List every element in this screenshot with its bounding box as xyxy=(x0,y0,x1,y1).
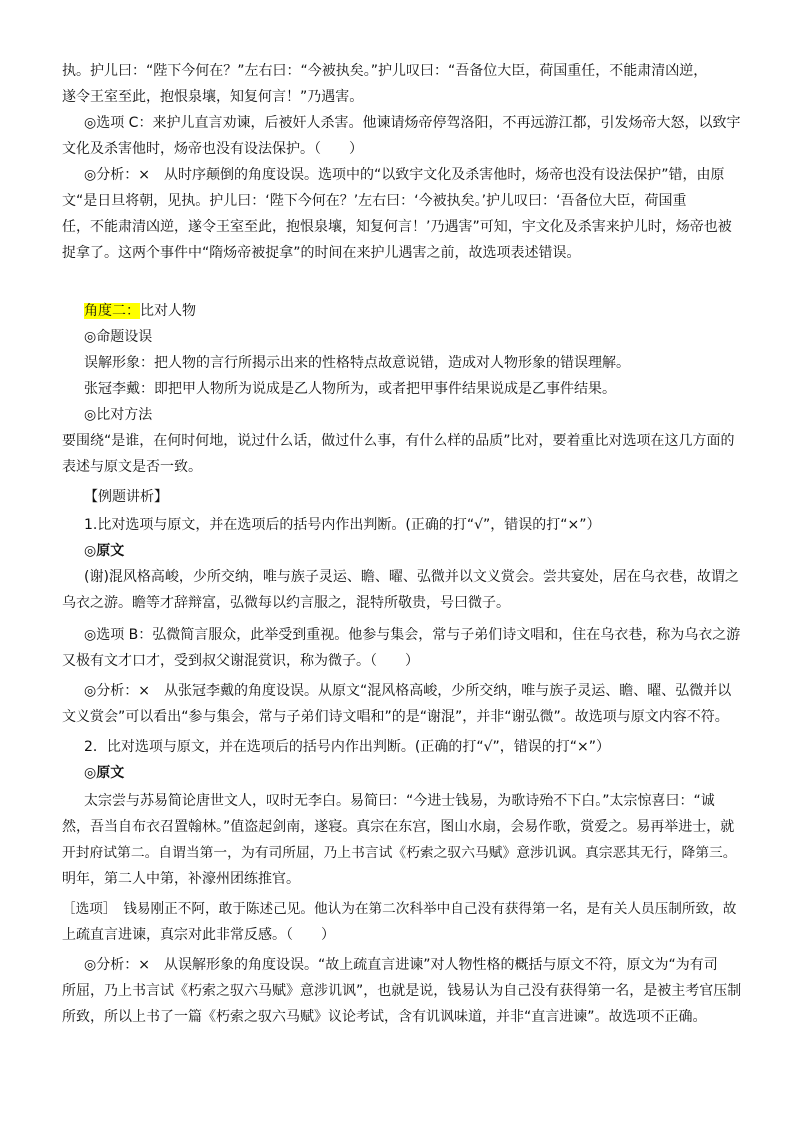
analysis-c-cont: 捉拿了。这两个事件中“隋炀帝被捉拿”的时间在来护儿遇害之前，故选项表述错误。 xyxy=(62,245,581,261)
analysis-c-text: 分析：× 从时序颠倒的角度设误。选项中的“以致宇文化及杀害他时，炀帝也没有设法保护”错，由原 xyxy=(96,167,725,183)
option-b: ◎选项 B：弘微简言服众，此举受到重视。他参与集会，常与子弟们诗文唱和，住在乌衣巷，称为乌衣之游 xyxy=(84,627,741,643)
passage-line: 遂令王室至此，抱恨泉壤，知复何言！”乃遇害。 xyxy=(62,89,364,105)
analysis-q2-cont: 所致，所以上书了一篇《朽索之驭六马赋》议论考试，含有讥讽味道，并非“直言进谏”。故选项不正确。 xyxy=(62,1009,707,1025)
question-2: 2．比对选项与原文，并在选项后的括号内作出判断。(正确的打“√”，错误的打“×”） xyxy=(84,739,611,755)
method-heading: ◎比对方法 xyxy=(84,407,153,423)
examples-heading: 【例题讲析】 xyxy=(84,489,168,505)
original-line: (谢)混风格高峻，少所交纳，唯与族子灵运、瞻、曜、弘微并以文义赏会。尝共宴处，居在乌衣巷，故谓之 xyxy=(84,569,739,585)
analysis-b: ◎分析：× 从张冠李戴的角度设误。从原文“混风格高峻，少所交纳，唯与族子灵运、瞻、曜、弘微并以 xyxy=(84,683,732,699)
misread-definition: 误解形象：把人物的言行所揭示出来的性格特点故意说错，造成对人物形象的错误理解。 xyxy=(84,355,630,371)
analysis-q2: ◎分析：× 从误解形象的角度设误。“故上疏直言进谏”对人物性格的概括与原文不符，原文为“为有司 xyxy=(84,957,718,973)
option-q2-cont: 上疏直言进谏，真宗对此非常反感。（ ） xyxy=(62,927,335,943)
original-line: 开封府试第二。自谓当第一，为有司所屈，乃上书言试《朽索之驭六马赋》意涉讥讽。真宗恶其无行，降第三。 xyxy=(62,845,737,861)
bullet-mark-icon: ◎ xyxy=(84,115,97,131)
option-q2: ［选项］ 钱易刚正不阿，敢于陈述己见。他认为在第二次科举中自己没有获得第一名，是有关人员压制所致，故 xyxy=(62,901,737,917)
option-b-cont: 又极有文才口才，受到叔父谢混赏识，称为微子。（ ） xyxy=(62,653,419,669)
method-line: 表述与原文是否一致。 xyxy=(62,459,202,475)
option-c-text: 选项 C：来护儿直言劝谏，后被奸人杀害。他谏请炀帝停驾洛阳，不再远游江都，引发炀帝大怒，以致宇 xyxy=(96,115,741,131)
bullet-mark-icon: ◎ xyxy=(84,167,97,183)
analysis-b-cont: 文义赏会”可以看出“参与集会，常与子弟们诗文唱和”的是“谢混”，并非“谢弘微”。故选项与原文内容不符。 xyxy=(62,709,729,725)
original-heading: ◎原文 xyxy=(84,543,125,559)
original-heading: ◎原文 xyxy=(84,765,125,781)
option-c-cont: 文化及杀害他时，炀帝也没有设法保护。（ ） xyxy=(62,141,363,157)
passage-line: 执。护儿曰：“陛下今何在？”左右曰：“今被执矣。”护儿叹曰：“吾备位大臣，荷国重任，不能肃清凶逆， xyxy=(62,63,708,79)
option-c xyxy=(84,110,744,136)
angle-two-title: 比对人物 xyxy=(140,303,196,319)
original-line: 明年，第二人中第，补濠州团练推官。 xyxy=(62,871,300,887)
original-line: 然，吾当自布衣召置翰林。”值盗起剑南，遂寝。真宗在东宫，图山水扇，会易作歌，赏爱之。易再举进士，就 xyxy=(62,819,735,835)
original-line: 太宗尝与苏易简论唐世文人，叹时无李白。易简曰：“今进士钱易，为歌诗殆不下白。”太宗惊喜曰：“诚 xyxy=(84,793,715,809)
setting-heading: ◎命题设误 xyxy=(84,329,153,345)
angle-two-heading xyxy=(84,298,744,324)
angle-two-label: 角度二： xyxy=(84,303,140,319)
original-line: 乌衣之游。瞻等才辞辩富，弘微每以约言服之，混特所敬贵，号曰微子。 xyxy=(62,595,510,611)
method-line: 要围绕“是谁，在何时何地，说过什么话，做过什么事，有什么样的品质”比对，要着重比对选项在这几方面的 xyxy=(62,433,735,449)
analysis-c xyxy=(84,162,744,188)
analysis-q2-cont: 所屈，乃上书言试《朽索之驭六马赋》意涉讥讽”，也就是说，钱易认为自己没有获得第一名，是被主考官压制 xyxy=(62,983,742,999)
analysis-c-cont: 任，不能肃清凶逆，遂令王室至此，抱恨泉壤，知复何言！’乃遇害”可知，宇文化及杀害来护儿时，炀帝也被 xyxy=(62,219,732,235)
question-1: 1.比对选项与原文，并在选项后的括号内作出判断。(正确的打“√”，错误的打“×”） xyxy=(84,517,601,533)
analysis-c-cont: 文“是日旦将朝，见执。护儿曰：‘陛下今何在？’左右曰：‘今被执矣。’护儿叹曰：‘吾备位大臣，荷国重 xyxy=(62,193,687,209)
swap-definition: 张冠李戴：即把甲人物所为说成是乙人物所为，或者把甲事件结果说成是乙事件结果。 xyxy=(84,381,616,397)
